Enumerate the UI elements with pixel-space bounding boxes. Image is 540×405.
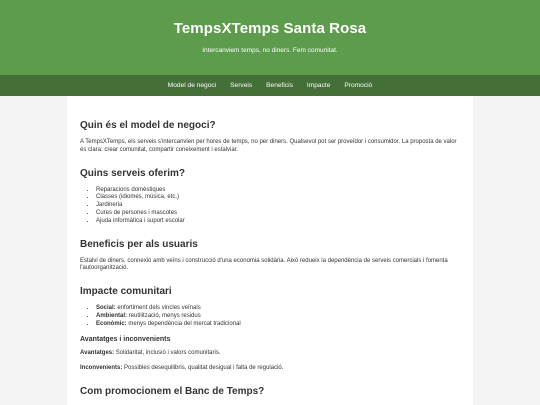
subsection-heading: Avantatges i inconvenients [80,335,171,343]
section-heading: Quins serveis oferim? [80,167,186,179]
site-tagline: Intercanviem temps, no diners. Fem comunitat. [202,47,338,54]
impact-text: enfortiment dels vincles veïnals [115,305,201,312]
advantages-text [80,350,460,358]
list-item: • Cures de persones i mascotes [96,210,460,218]
content-card [67,96,473,405]
list-item [96,321,460,329]
services-list [80,187,460,226]
impact-label: Social: [96,305,116,312]
section-heading: Com promocionem el Banc de Temps? [80,386,265,398]
impact-text: reutilització, menys residus [127,312,201,319]
impact-label: Econòmic: [96,320,127,327]
disadvantages-value: Possibles desequilibris, qualitat desigual i falta de regulació. [122,365,284,372]
main-nav [0,75,540,96]
list-item: • Reparacions domèstiques [96,187,460,195]
advantages-value: Solidaritat, inclusió i valors comunitaris. [114,349,221,356]
disadvantages-label: Inconvenients: [80,365,123,372]
nav-link-model[interactable]: Model de negoci [167,81,217,89]
advantages-label: Avantatges: [80,349,115,356]
section-text: Estalvi de diners, connexió amb veïns i construcció d'una economia solidària. Això redueix la dependència de serveis comercials i fomenta l'autoorganització. [80,257,448,272]
list-item: • Ajuda informàtica i suport escolar [96,218,460,226]
impact-label: Ambiental: [96,312,128,319]
section-promotion [80,386,460,398]
section-impact [80,286,460,373]
list-item: • Classes (idiomes, música, etc.) [96,194,460,202]
section-benefits [80,239,460,274]
section-heading: Beneficis per als usuaris [80,238,198,250]
nav-link-promotion[interactable]: Promoció [344,81,373,89]
impact-text: menys dependència del mercat tradicional [126,320,241,327]
section-model [80,120,460,155]
section-heading: Impacte comunitari [80,286,172,298]
section-services [80,168,460,226]
impact-list [80,305,460,328]
nav-link-impact[interactable]: Impacte [306,81,331,89]
nav-link-services[interactable]: Serveis [230,81,253,89]
section-text: A TempsXTemps, els serveis s'intercanvien per hores de temps, no per diners. Qualsevol pot ser proveïdor i consumidor. La proposta de valor és clara: crear comunitat, compartir coneixement i estalviar. [80,139,457,153]
list-item: • Jardineria [96,202,460,210]
site-header [0,0,540,75]
list-item [96,305,460,313]
list-item [96,313,460,321]
disadvantages-text [80,365,460,373]
nav-link-benefits[interactable]: Beneficis [266,81,293,89]
site-title: TempsXTemps Santa Rosa [173,20,367,37]
section-heading: Quin és el model de negoci? [80,120,216,131]
